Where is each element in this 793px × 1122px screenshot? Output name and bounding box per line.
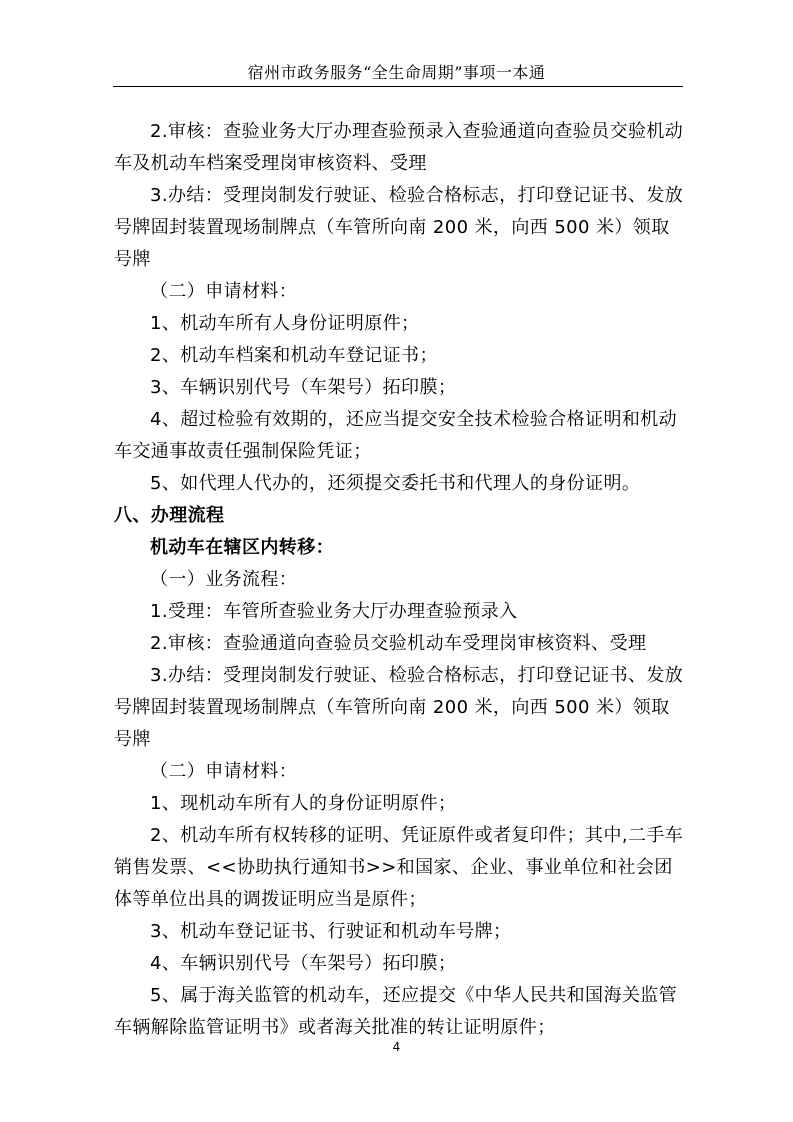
section-heading: 八、办理流程 xyxy=(114,505,225,526)
paragraph: 2.审核：查验通道向查验员交验机动车受理岗审核资料、受理 xyxy=(150,633,647,654)
document-body xyxy=(114,116,684,1044)
paragraph: 3、机动车登记证书、行驶证和机动车号牌； xyxy=(150,921,512,942)
header-divider xyxy=(113,86,683,87)
paragraph: 1、现机动车所有人的身份证明原件； xyxy=(150,793,457,814)
paragraph: （二）申请材料： xyxy=(150,281,298,302)
paragraph: （二）申请材料： xyxy=(150,761,298,782)
paragraph: 3、车辆识别代号（车架号）拓印膜； xyxy=(150,377,457,398)
paragraph: 5、属于海关监管的机动车，还应提交《中华人民共和国海关监管车辆解除监管证明书》或者海关批准的转让证明原件； xyxy=(114,985,678,1038)
page-number: 4 xyxy=(392,1040,401,1054)
paragraph: 3.办结：受理岗制发行驶证、检验合格标志，打印登记证书、发放号牌固封装置现场制牌点（车管所向南 200 米，向西 500 米）领取号牌 xyxy=(114,185,684,270)
paragraph: 1.受理：车管所查验业务大厅办理查验预录入 xyxy=(150,601,518,622)
paragraph: 4、车辆识别代号（车架号）拓印膜； xyxy=(150,953,457,974)
paragraph: 2、机动车所有权转移的证明、凭证原件或者复印件；其中,二手车销售发票、<<协助执行通知书>>和国家、企业、事业单位和社会团体等单位出具的调拨证明应当是原件； xyxy=(114,825,684,910)
paragraph: 1、机动车所有人身份证明原件； xyxy=(150,313,420,334)
page-header: 宿州市政务服务“全生命周期”事项一本通 xyxy=(247,63,546,82)
section-heading: 机动车在辖区内转移： xyxy=(150,537,334,558)
paragraph: （一）业务流程： xyxy=(150,569,298,590)
paragraph: 2、机动车档案和机动车登记证书； xyxy=(150,345,438,366)
paragraph: 3.办结：受理岗制发行驶证、检验合格标志，打印登记证书、发放号牌固封装置现场制牌点（车管所向南 200 米，向西 500 米）领取号牌 xyxy=(114,665,684,750)
paragraph: 2.审核：查验业务大厅办理查验预录入查验通道向查验员交验机动车及机动车档案受理岗审核资料、受理 xyxy=(114,121,684,174)
paragraph: 4、超过检验有效期的，还应当提交安全技术检验合格证明和机动车交通事故责任强制保险凭证； xyxy=(114,409,678,462)
paragraph: 5、如代理人代办的，还须提交委托书和代理人的身份证明。 xyxy=(150,473,641,494)
